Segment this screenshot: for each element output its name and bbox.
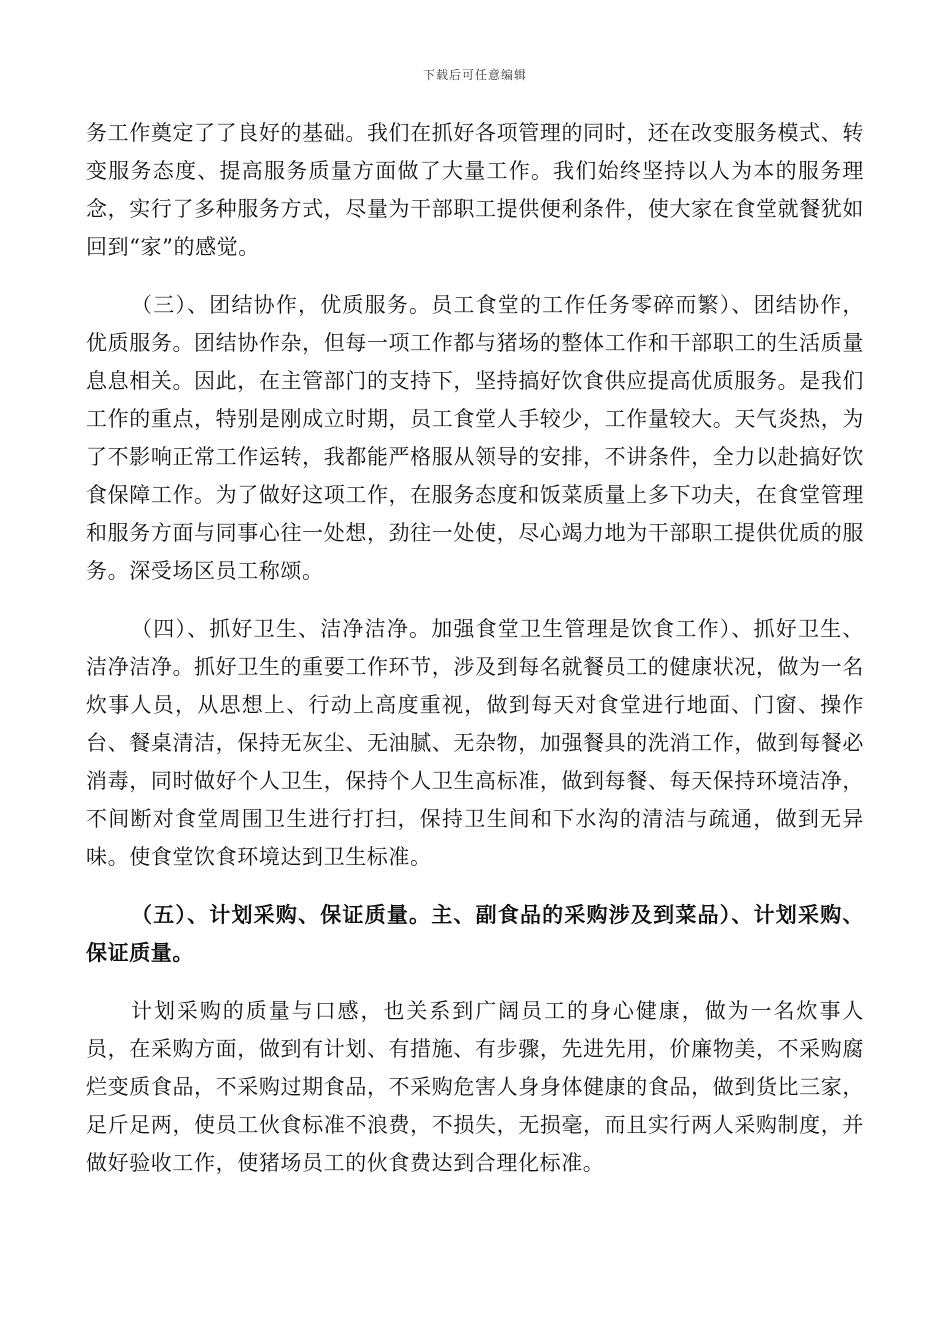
paragraph-section-5-heading: （五）、计划采购、保证质量。主、副食品的采购涉及到菜品）、计划采购、保证质量。 [86, 902, 864, 965]
page-header: 下载后可任意编辑 [422, 68, 527, 82]
document-body [86, 114, 864, 1202]
paragraph-section-3: （三）、团结协作，优质服务。员工食堂的工作任务零碎而繁）、团结协作，优质服务。团结协作杂，但每一项工作都与猪场的整体工作和干部职工的生活质量息息相关。因此，在主管部门的支持下，坚持搞好饮食供应提高优质服务。是我们工作的重点，特别是刚成立时期，员工食堂人手较少，工作量较大。天气炎热，为了不影响正常工作运转，我都能严格服从领导的安排，不讲条件，全力以赴搞好饮食保障工作。为了做好这项工作，在服务态度和饭菜质量上多下功夫，在食堂管理和服务方面与同事心往一处想，劲往一处使，尽心竭力地为干部职工提供优质的服务。深受场区员工称颂。 [86, 293, 864, 583]
paragraph-continuation: 务工作奠定了了良好的基础。我们在抓好各项管理的同时，还在改变服务模式、转变服务态度、提高服务质量方面做了大量工作。我们始终坚持以人为本的服务理念，实行了多种服务方式，尽量为干部职工提供便利条件，使大家在食堂就餐犹如回到“家”的感觉。 [86, 121, 864, 259]
paragraph-section-5-body: 计划采购的质量与口感，也关系到广阔员工的身心健康，做为一名炊事人员，在采购方面，做到有计划、有措施、有步骤，先进先用，价廉物美，不采购腐烂变质食品，不采购过期食品，不采购危害人身身体健康的食品，做到货比三家，足斤足两，使员工伙食标准不浪费，不损失，无损毫，而且实行两人采购制度，并做好验收工作，使猪场员工的伙食费达到合理化标准。 [86, 999, 864, 1175]
paragraph-section-4: （四）、抓好卫生、洁净洁净。加强食堂卫生管理是饮食工作）、抓好卫生、洁净洁净。抓好卫生的重要工作环节，涉及到每名就餐员工的健康状况，做为一名炊事人员，从思想上、行动上高度重视，做到每天对食堂进行地面、门窗、操作台、餐桌清洁，保持无灰尘、无油腻、无杂物，加强餐具的洗消工作，做到每餐必消毒，同时做好个人卫生，保持个人卫生高标准，做到每餐、每天保持环境洁净，不间断对食堂周围卫生进行打扫，保持卫生间和下水沟的清洁与疏通，做到无异味。使食堂饮食环境达到卫生标准。 [86, 617, 864, 869]
